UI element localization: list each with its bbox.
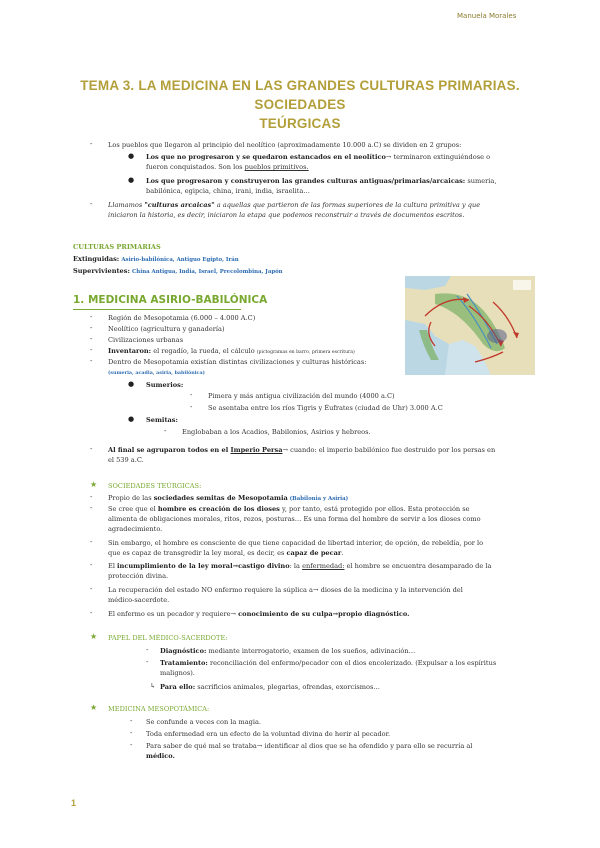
list-item: Sin embargo, el hombre es consciente de que tiene capacidad de libertad interior, de opción, de rebeldía, por lo que es capaz de transgredir la ley moral, es decir, es capaz de pecar. — [108, 539, 484, 557]
dash-marker: - — [90, 140, 93, 148]
intro-bullet-1: Los que no progresaron y se quedaron estancados en el neolítico→ terminaron extinguiéndose o fueron conquistados. Son los pueblos primitivos. — [146, 153, 491, 171]
dash-marker: - — [90, 313, 93, 321]
subsection-heading: PAPEL DEL MÉDICO-SACERDOTE: — [108, 634, 228, 642]
dash-marker: - — [130, 729, 133, 737]
list-item: Propio de las sociedades semitas de Mesopotamia (Babilonia y Asiria) — [108, 494, 349, 502]
dash-marker: - — [90, 445, 93, 453]
title-line-2: TEÚRGICAS — [259, 116, 341, 131]
dash-marker: - — [130, 741, 133, 749]
dash-marker: - — [90, 346, 93, 354]
list-item: Tratamiento: reconciliación del enfermo/pecador con el dios encolerizado. (Expulsar a los espíritus malignos). — [160, 659, 497, 677]
dash-marker: - — [90, 504, 93, 512]
bullet-marker: ● — [128, 380, 135, 388]
title-line-1: TEMA 3. LA MEDICINA EN LAS GRANDES CULTURAS PRIMARIAS. SOCIEDADES — [80, 78, 520, 112]
bullet-marker: ● — [128, 152, 135, 160]
subsection-heading: MEDICINA MESOPOTÁMICA: — [108, 705, 210, 713]
mesopotamia-map — [405, 276, 535, 375]
dash-marker: - — [130, 717, 133, 725]
list-item: Toda enfermedad era un efecto de la voluntad divina de herir al pecador. — [146, 730, 391, 738]
list-item: Dentro de Mesopotamia existían distintas civilizaciones y culturas históricas: (sumeria, acadia, asiria, babilónica) — [108, 358, 367, 376]
list-item: Pimera y más antigua civilización del mundo (4000 a.C) — [208, 392, 395, 400]
dash-marker: - — [164, 427, 167, 435]
dash-marker: - — [90, 357, 93, 365]
star-icon: ★ — [90, 703, 98, 712]
intro-bullet-2: Los que progresaron y construyeron las grandes culturas antiguas/primarias/arcaicas: sumeria, babilónica, egipcia, china, irani, india, israelita… — [146, 177, 497, 195]
list-item: Civilizaciones urbanas — [108, 336, 184, 344]
list-item: Región de Mesopotamia (6.000 – 4.000 A.C) — [108, 314, 256, 322]
list-item: Para saber de qué mal se trataba→ identificar al dios que se ha ofendido y para ello se recurría al médico. — [146, 742, 473, 760]
arrow-return-icon: ↳ — [150, 682, 156, 690]
list-item: La recuperación del estado NO enfermo requiere la súplica a→ dioses de la medicina y la intervención del médico-sacerdote. — [108, 586, 463, 604]
list-item: Al final se agruparon todos en el Imperio Persa→ cuando: el imperio babilónico fue destruido por los persas en el 539 a.C. — [108, 446, 496, 464]
dash-marker: - — [90, 538, 93, 546]
dash-marker: - — [146, 646, 149, 654]
dash-marker: - — [90, 561, 93, 569]
dash-marker: - — [90, 493, 93, 501]
section-heading: 1. MEDICINA ASIRIO-BABILÓNICA — [73, 294, 268, 306]
cultures-heading: CULTURAS PRIMARIAS — [73, 243, 161, 251]
list-item: Neolítico (agricultura y ganadería) — [108, 325, 225, 333]
star-icon: ★ — [90, 632, 98, 641]
author-name: Manuela Morales — [457, 12, 517, 20]
list-item: Englobaban a los Acadios, Babilonios, Asirios y hebreos. — [182, 428, 371, 436]
list-item: Inventaron: el regadío, la rueda, el cálculo (pictogramas en barro, primera escritura) — [108, 347, 355, 355]
dash-marker: - — [190, 391, 193, 399]
dash-marker: - — [90, 200, 93, 208]
dash-marker: - — [146, 658, 149, 666]
dash-marker: - — [90, 335, 93, 343]
page-title — [60, 76, 540, 133]
list-item: Diagnóstico: mediante interrogatorio, examen de los sueños, adivinación… — [160, 647, 416, 655]
list-item: Sumerios: — [146, 381, 184, 389]
list-item: Para ello: sacrificios animales, plegarias, ofrendas, exorcismos… — [160, 683, 380, 691]
dash-marker: - — [90, 609, 93, 617]
bullet-marker: ● — [128, 415, 135, 423]
page-number: 1 — [71, 798, 77, 808]
list-item: Se confunde a veces con la magia. — [146, 718, 261, 726]
dash-marker: - — [90, 585, 93, 593]
bullet-marker: ● — [128, 176, 135, 184]
cultures-survivors: Supervivientes: China Antigua, India, Israel, Precolombina, Japón — [73, 267, 283, 275]
dash-marker: - — [90, 324, 93, 332]
list-item: Se cree que el hombre es creación de los dioses y, por tanto, está protegido por ellos. Esta protección se alimenta de obligaciones morales, ritos, rezos, posturas… Es una forma del hombre de servir a los dioses como agradecimiento. — [108, 505, 481, 533]
star-icon: ★ — [90, 480, 98, 489]
list-item: El incumplimiento de la ley moral→castigo divino: la enfermedad: el hombre se encuentra desamparado de la protección divina. — [108, 562, 492, 580]
list-item: Se asentaba entre los ríos Tigris y Éufrates (ciudad de Uhr) 3.000 A.C — [208, 404, 443, 412]
subsection-heading: SOCIEDADES TEÚRGICAS: — [108, 482, 202, 490]
cultures-extinct: Extinguidas: Asirio-babilónica, Antiguo Egipto, Irán — [73, 255, 239, 263]
list-item: Semitas: — [146, 416, 178, 424]
intro-paragraph: Los pueblos que llegaron al principio del neolítico (aproximadamente 10.000 a.C) se dividen en 2 grupos: — [108, 141, 462, 149]
section-underline — [73, 309, 241, 310]
intro-definition: Llamamos "culturas arcaicas" a aquellas que partieron de las formas superiores de la cultura primitiva y que iniciaron la historia, es decir, iniciaron la etapa que podemos reconstruir a través de documentos escritos. — [108, 201, 481, 219]
dash-marker: - — [190, 403, 193, 411]
list-item: El enfermo es un pecador y requiere→ conocimiento de su culpa→propio diagnóstico. — [108, 610, 410, 618]
